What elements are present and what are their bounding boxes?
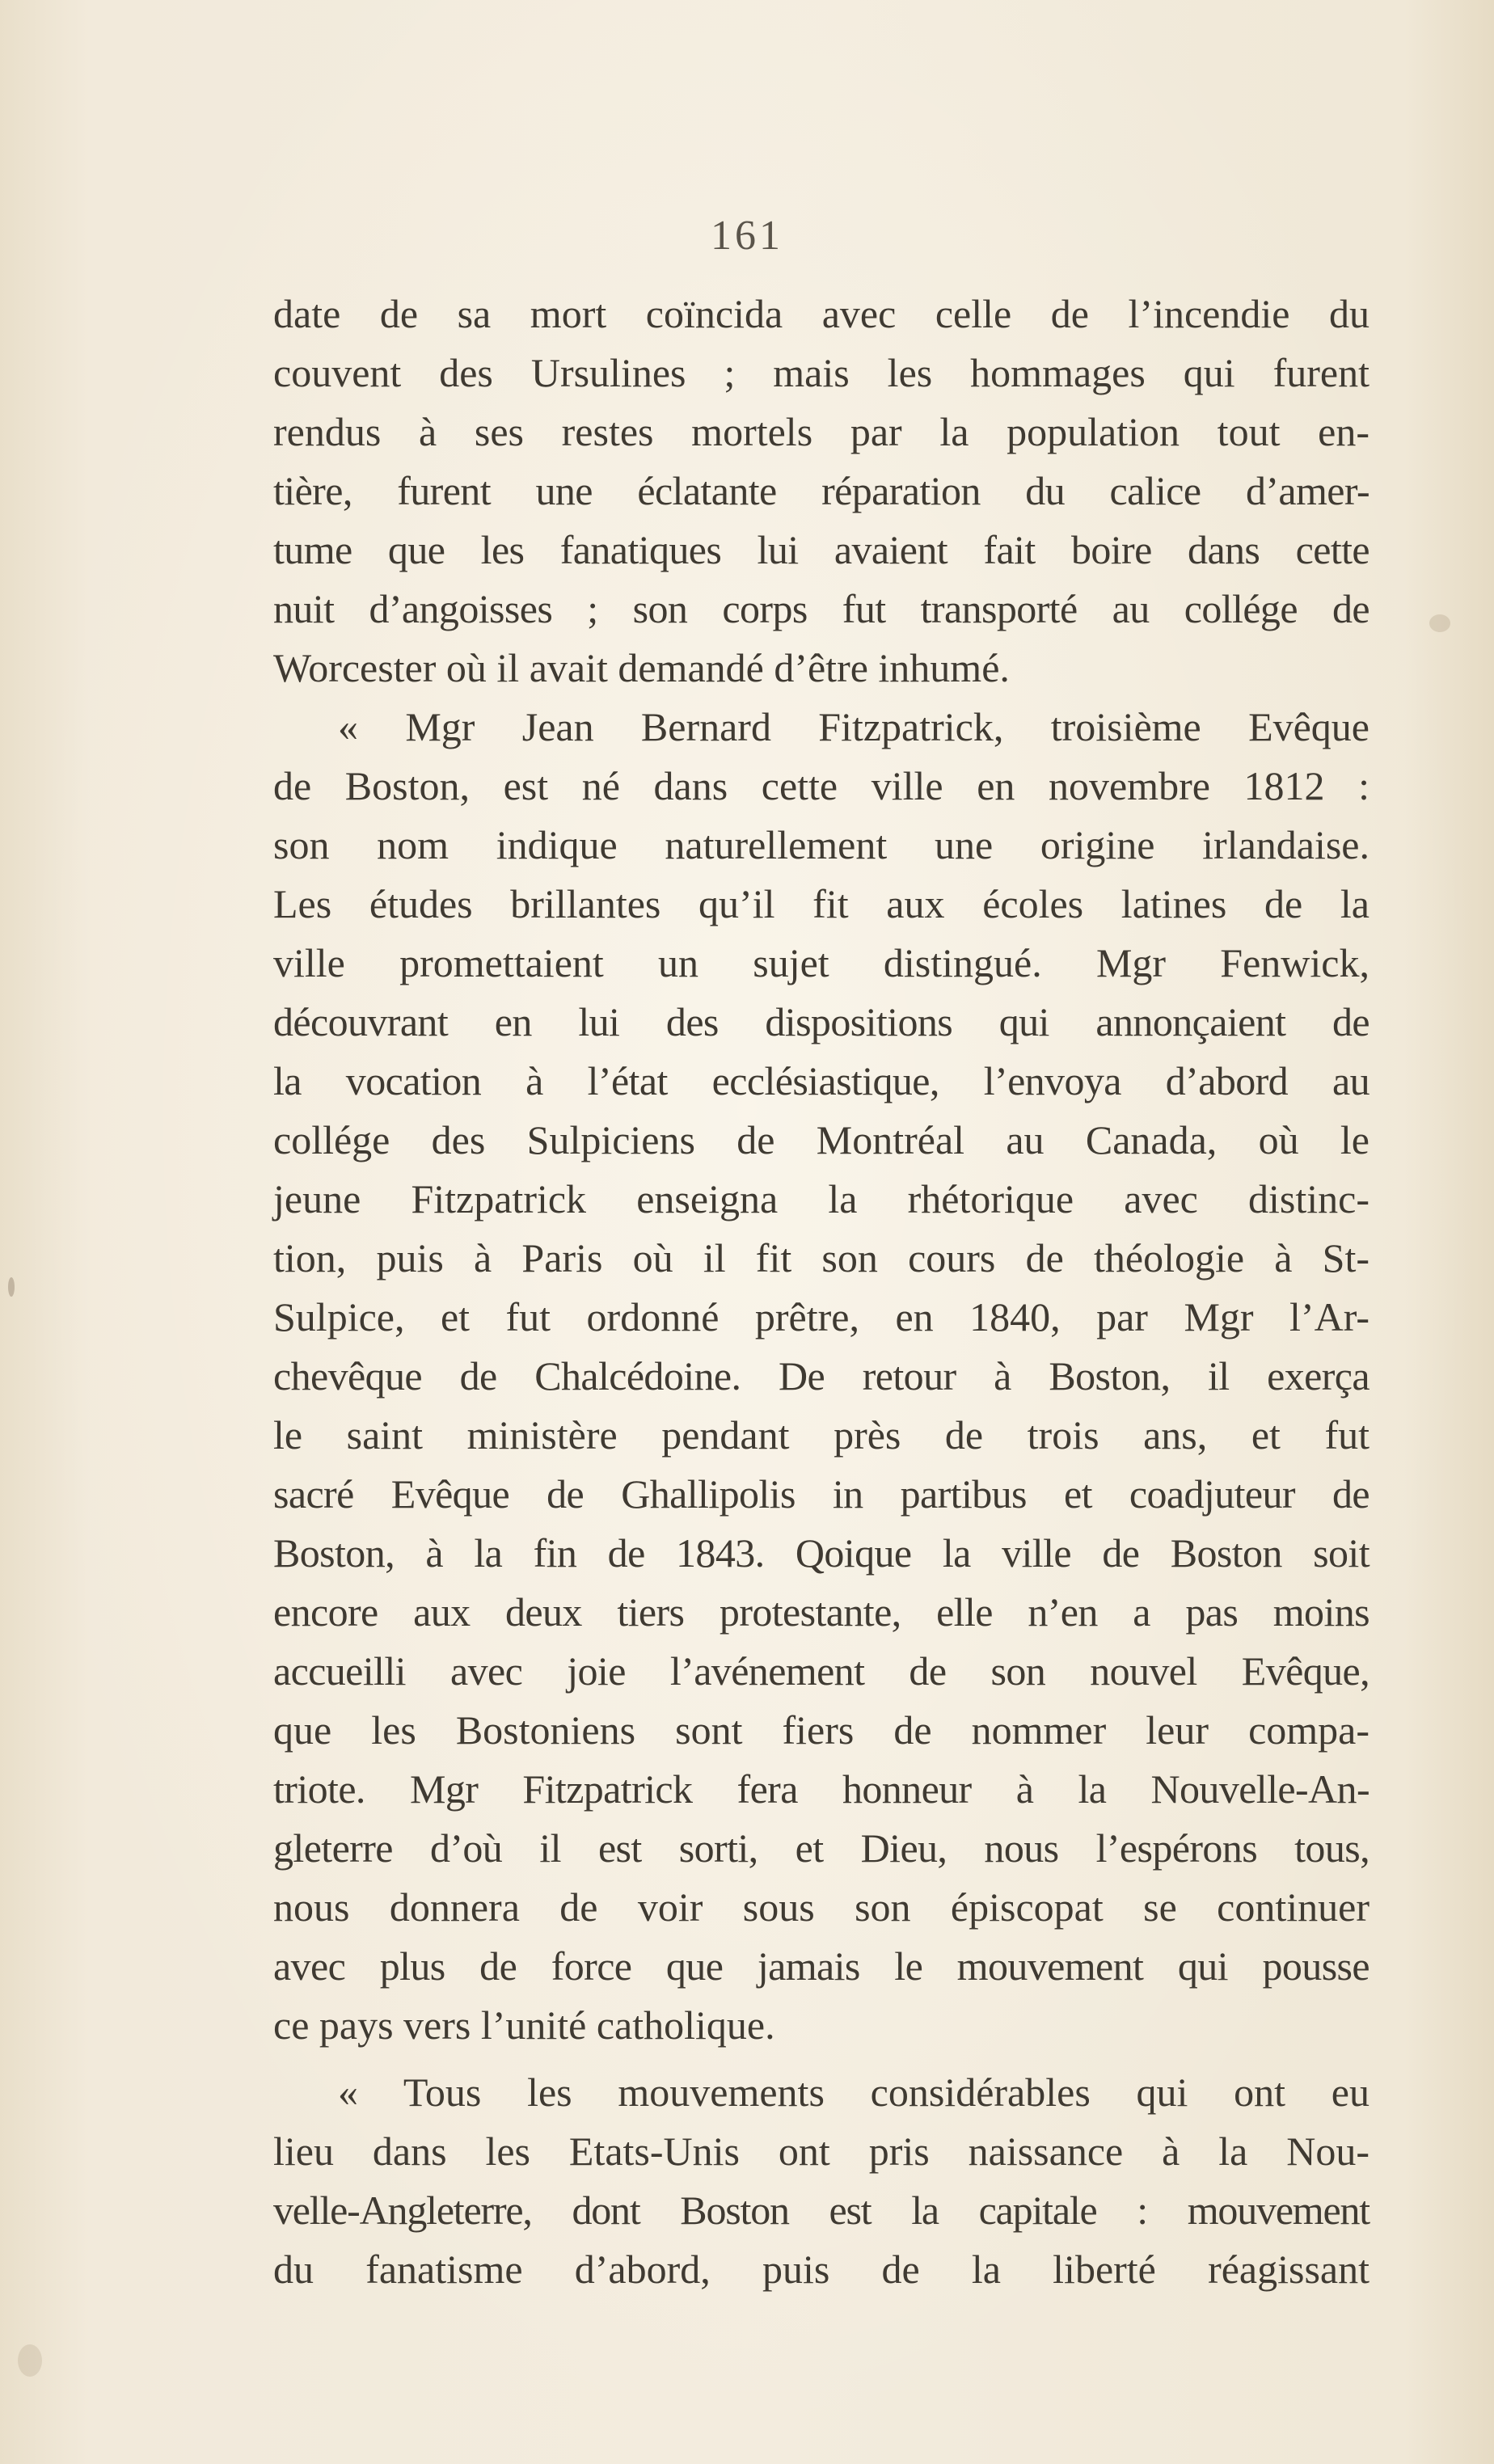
text-line: date de sa mort coïncida avec celle de l’incendie du [273,291,1370,336]
text-line: de Boston, est né dans cette ville en novembre 1812 : [273,763,1370,808]
text-line: Sulpice, et fut ordonné prêtre, en 1840, par Mgr l’Ar- [273,1294,1370,1340]
text-line: avec plus de force que jamais le mouvement qui pousse [273,1943,1370,1989]
text-line: « Tous les mouvements considérables qui ont eu [338,2070,1370,2115]
text-line: triote. Mgr Fitzpatrick fera honneur à la Nouvelle-An- [273,1766,1370,1812]
text-line: jeune Fitzpatrick enseigna la rhétorique avec distinc- [273,1176,1370,1221]
text-line: nous donnera de voir sous son épiscopat se continuer [273,1884,1370,1930]
text-line: lieu dans les Etats-Unis ont pris naissance à la Nou- [273,2129,1370,2174]
paper-stain [8,1277,15,1297]
text-line: couvent des Ursulines ; mais les hommages qui furent [273,350,1370,395]
paragraph [273,2063,1370,2299]
text-line: tière, furent une éclatante réparation du calice d’amer- [273,468,1370,513]
text-line: accueilli avec joie l’avénement de son nouvel Evêque, [273,1648,1370,1694]
text-line: découvrant en lui des dispositions qui annonçaient de [273,999,1370,1044]
paragraph [273,698,1370,2055]
text-line: Worcester où il avait demandé d’être inhumé. [273,645,1010,690]
text-line: tion, puis à Paris où il fit son cours de théologie à St- [273,1235,1370,1281]
text-line: du fanatisme d’abord, puis de la liberté réagissant [273,2247,1370,2292]
text-line: sacré Evêque de Ghallipolis in partibus et coadjuteur de [273,1471,1370,1517]
page-number: 161 [711,213,783,259]
text-line: collége des Sulpiciens de Montréal au Canada, où le [273,1117,1370,1162]
text-line: son nom indique naturellement une origine irlandaise. [273,822,1370,867]
text-line: Boston, à la fin de 1843. Qoique la ville de Boston soit [273,1530,1370,1576]
text-line: chevêque de Chalcédoine. De retour à Boston, il exerça [273,1353,1370,1399]
text-line: rendus à ses restes mortels par la population tout en- [273,409,1370,454]
paragraph [273,285,1370,698]
text-line: que les Bostoniens sont fiers de nommer leur compa- [273,1707,1370,1753]
paper-stain [18,2344,42,2377]
text-line: gleterre d’où il est sorti, et Dieu, nous l’espérons tous, [273,1825,1370,1871]
paragraph-gap [273,2055,1370,2063]
text-line: tume que les fanatiques lui avaient fait boire dans cette [273,527,1370,572]
text-line: le saint ministère pendant près de trois ans, et fut [273,1412,1370,1458]
text-line: Les études brillantes qu’il fit aux écoles latines de la [273,881,1370,926]
text-line: nuit d’angoisses ; son corps fut transporté au collége de [273,586,1370,631]
paper-stain [1429,614,1450,632]
text-line: encore aux deux tiers protestante, elle n’en a pas moins [273,1589,1370,1635]
text-line: ville promettaient un sujet distingué. Mgr Fenwick, [273,940,1370,985]
text-line: « Mgr Jean Bernard Fitzpatrick, troisième Evêque [338,704,1370,749]
text-line: ce pays vers l’unité catholique. [273,2002,775,2048]
text-line: velle-Angleterre, dont Boston est la capitale : mouvement [273,2188,1370,2233]
body-text [273,285,1370,2299]
text-line: la vocation à l’état ecclésiastique, l’envoya d’abord au [273,1058,1370,1103]
